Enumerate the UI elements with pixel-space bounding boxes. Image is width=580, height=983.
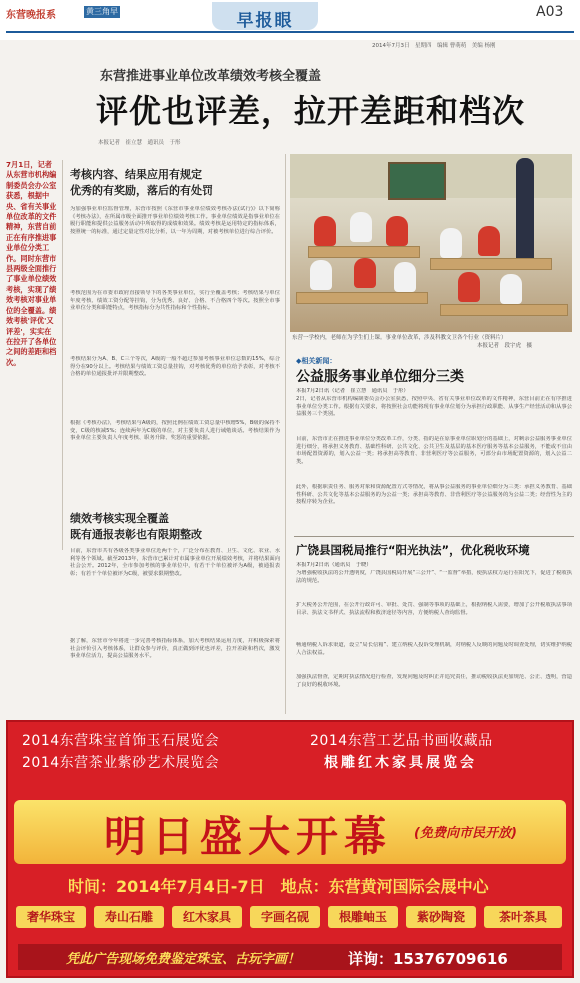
header-rule (6, 31, 574, 33)
newspaper-logo-tag: 黄三角早报 (86, 7, 118, 28)
student-figure (458, 272, 480, 302)
photo-credit: 本报记者 段宇虎 摄 (476, 343, 532, 349)
lead-paragraph: 根据《考核办法》，考核结果与A级的，按照比例在绩效工资总量中核增5%，B级的保持不变，C级的核减5%；连续两年为C级的单位，对主要负责人进行诫勉谈话。考核结果作为事业单位主要负责人年度考核、职务升降、奖惩的重要依据。 (70, 420, 280, 442)
story-divider (294, 536, 574, 537)
lead-sidebar-text: 7月1日，记者从东营市机构编制委员会办公室获悉，根据中央、省有关事业单位改革的文件精神，东营自前正在有序推进事业单位分类工作。同时东营市县两级全面推行了事业单位绩效考核，实现了绩效考核对事业单位的全覆盖。绩效考核'评优'又评差'，实实在在拉开了各单位之间的差距和档次。 (6, 160, 57, 367)
lead-subhead-1: 考核内容、结果应用有规定 (70, 168, 202, 181)
column-divider (62, 160, 63, 550)
ad-category: 紫砂陶瓷 (406, 906, 476, 928)
student-figure (314, 216, 336, 246)
story3-paragraph: 扩大税务公开范围，在公开行政许可、审批、处罚、强制等事项的基础上，根据纳税人需要，增加了公开税收执法事项目录、执法文书样式、执法流程和救济途径等内容，方便纳税人查询监督。 (296, 602, 572, 616)
lead-kicker: 东营推进事业单位改革绩效考核全覆盖 (100, 69, 322, 84)
ad-headline-banner (14, 800, 566, 864)
ad-footer-bar (18, 944, 562, 970)
lead-subhead-2b: 既有通报表彰也有限期整改 (70, 528, 202, 541)
story3-title: 广饶县国税局推行“阳光执法”，优化税收环境 (296, 543, 530, 557)
ad-phone: 详询：15376709616 (348, 950, 508, 968)
advertisement (6, 720, 574, 978)
student-figure (394, 262, 416, 292)
story2-paragraph: 此外，根据职责任务、服务对象和资源配置方式等情况，将从事公益服务的事业单位细分为三类：承担义务教育、基础性科研、公共文化等基本公益服务的为公益一类；承担高等教育、非营利医疗等公益服务的为公益二类；经营性为主的按程序转为企业。 (296, 484, 572, 506)
ad-free-note: (免费向市民开放) (414, 826, 517, 841)
ad-category: 茶叶茶具 (484, 906, 562, 928)
story2-title: 公益服务事业单位细分三类 (296, 369, 464, 385)
ad-category: 字画名砚 (250, 906, 320, 928)
classroom-photo (290, 154, 572, 332)
lead-byline: 本报记者 崔立慧 通讯员 于彤 (98, 140, 181, 146)
lead-headline: 评优也评差，拉开差距和档次 (96, 92, 526, 130)
story2-paragraph: 2日，记者从东营市机构编制委员会办公室获悉，按照中央、省有关事业单位改革的文件精神，东营目前正在有序推进事业单位分类工作。根据有关要求，将按照社会功能将现有事业单位划分为承担行政职能、从事生产经营活动和从事公益服务三个类别。 (296, 396, 572, 418)
story2-paragraph: 目前，东营市正在推进事业单位分类改革工作，分类、指的是在原事业单位职划分的基础上，对剩余公益服务事业单位进行细分，将承担义务教育、基础性科研、公共文化、公共卫生及基层的基本医疗服务等基本公益服务，不能或不宜由市场配置资源的，划入公益一类；将承担高等教育、非营利医疗等公益服务，可部分由市场配置资源的，划入公益二类。 (296, 436, 572, 465)
ad-event-line: 根雕红木家具展览会 (324, 755, 477, 771)
photo-caption (292, 334, 572, 350)
newspaper-logo: 东营晚报系 (6, 10, 56, 21)
section-tab (212, 2, 318, 30)
lead-paragraph: 考核结果分为A、B、C三个等次，A级的一般不超过参加考核事业单位总数的15%，综合得分在90分以上。考核结果与绩效工资总量挂钩，对考核优秀的单位给予表彰，对考核不合格的单位通报批评并限期整改。 (70, 356, 280, 378)
student-figure (440, 228, 462, 258)
student-figure (354, 258, 376, 288)
lead-sidebar (6, 160, 58, 400)
classroom-desk (296, 292, 428, 304)
lead-subhead-1b: 优秀的有奖励，落后的有处罚 (70, 184, 213, 197)
classroom-desk (308, 246, 420, 258)
student-figure (386, 216, 408, 246)
ad-category: 奢华珠宝 (16, 906, 86, 928)
story3-paragraph: 为增强税收执法的公开透明度，广饶县国税局开展“三公开”、“一监督”举措，使执法权力运行在阳光下，促进了税收执法的规范。 (296, 570, 572, 584)
page-number: A03 (536, 4, 564, 20)
lead-paragraph: 据了解，东营市今年将进一步完善考核指标体系，加大考核结果运用力度，并积极探索将社会评价引入考核体系，让群众参与评价，真正做到评优也评差，拉开差距和档次，激发事业单位活力，提高公益服务水平。 (70, 638, 280, 660)
related-news-label: ◆相关新闻： (296, 357, 337, 365)
section-title: 早报眼 (236, 11, 294, 31)
ad-category: 寿山石雕 (94, 906, 164, 928)
student-figure (350, 212, 372, 242)
student-figure (500, 274, 522, 304)
ad-headline: 明日盛大开幕 (104, 812, 393, 861)
lead-paragraph: 目前，东营市共有各级各类事业单位近两千个，广泛分布在教育、卫生、文化、农业、水利等各个领域。截至2013年，东营市已累计对市属事业单位开展绩效考核，并将结果面向社会公开。2012年，全市参加考核的事业单位中，有若干个单位被评为A级，被通报表彰；有若干个单位被评为C级，被要求限期整改。 (70, 548, 280, 577)
blackboard (388, 162, 446, 200)
ad-category: 红木家具 (172, 906, 242, 928)
student-figure (310, 260, 332, 290)
ad-event-line: 2014东营工艺品书画收藏品 (310, 733, 493, 749)
ad-category: 根雕岫玉 (328, 906, 398, 928)
lead-subhead-2: 绩效考核实现全覆盖 (70, 512, 169, 525)
story3-byline: 本报7月2日讯（通讯员 于晓） (296, 562, 372, 568)
ad-event-line: 2014东营茶业紫砂艺术展览会 (22, 755, 220, 771)
student-figure (478, 226, 500, 256)
classroom-desk (440, 304, 568, 316)
lead-paragraph: 为加强事业单位监督管理，东营市按照《东营市事业单位绩效考核办法(试行)》以下简称《考核办法》，在所属市级全面推开事业单位绩效考核工作。事业单位绩效是指事业单位在履行职能和提供公益服务活动中所取得的成绩和效果。绩效考核是运用特定的指标体系，按照统一的标准，通过定量定性对比分析，以一年为周期，对被考核单位进行综合评价。 (70, 206, 280, 235)
teacher-figure (516, 158, 534, 268)
lead-paragraph: 考核范围为在市委市政府直接领导下的各类事业单位，实行全覆盖考核；考核结果与单位年度考核、绩效工资分配等挂钩，分为优秀、良好、合格、不合格四个等次。按照全市事业单位分类和职能特点，考核指标分为共性指标和个性指标。 (70, 290, 280, 312)
classroom-desk (430, 258, 552, 270)
column-divider (285, 154, 286, 714)
masthead (0, 0, 580, 40)
story3-paragraph: 加强执法督查，定期对执法情况进行检查，发现问题及时纠正并追究责任，推动税收执法更加规范、公正、透明，营造了良好的税收环境。 (296, 674, 572, 688)
story2-byline: 本报7月2日讯（记者 崔立慧 通讯员 于彤） (296, 388, 409, 394)
ad-slogan: 凭此广告现场免费鉴定珠宝、古玩字画！ (66, 952, 301, 967)
ad-event-line: 2014东营珠宝首饰玉石展览会 (22, 733, 220, 749)
photo-caption-text: 东营一学校内，老师在为学生们上课。事业单位改革，涉及科教文卫各个行业（资料片） (292, 335, 507, 341)
story3-paragraph: 畅通纳税人诉求渠道，设立“局长信箱”、建立纳税人投诉受理机制，对纳税人反映的问题及时调查处理，切实维护纳税人合法权益。 (296, 642, 572, 656)
dateline: 2014年7月3日 星期四 编辑 曹萌萌 美编 杨刚 (372, 43, 496, 49)
ad-time-location: 时间：2014年7月4日-7日 地点：东营黄河国际会展中心 (68, 877, 489, 896)
